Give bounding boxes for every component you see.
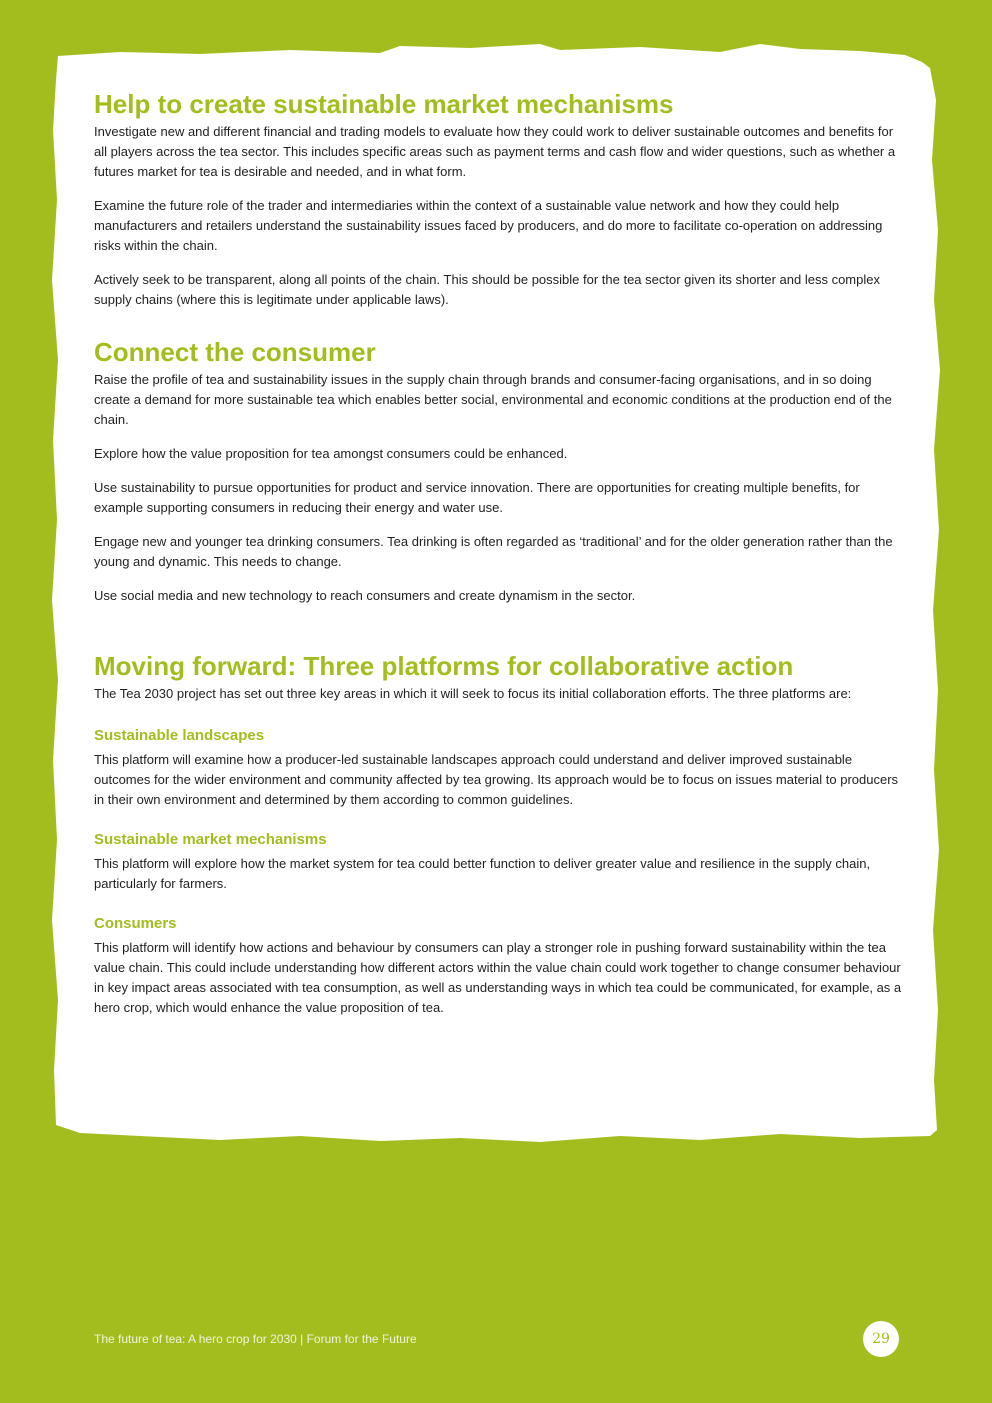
section-title-moving-forward: Moving forward: Three platforms for collaborative action xyxy=(94,651,794,681)
paragraph-intro: The Tea 2030 project has set out three key areas in which it will seek to focus its initial collaboration efforts. The three platforms are: xyxy=(94,686,852,701)
platform-text: This platform will examine how a producer-led sustainable landscapes approach could understand and deliver improved sustainable outcomes for the wider environment and community affected by tea growing. Its approach would be to focus on issues material to producers in their own environment and determined by them according to common guidelines. xyxy=(94,752,899,807)
paragraph: Actively seek to be transparent, along all points of the chain. This should be possible for the tea sector given its shorter and less complex supply chains (where this is legitimate under applicable laws). xyxy=(94,272,880,307)
paragraph: Use sustainability to pursue opportunities for product and service innovation. There are opportunities for creating multiple benefits, for example supporting consumers in reducing their energy and water use. xyxy=(94,480,860,515)
platform-text: This platform will identify how actions and behaviour by consumers can play a stronger role in pushing forward sustainability within the tea value chain. This could include understanding how different actors within the value chain could work together to change consumer behaviour in key impact areas associated with tea consumption, as well as understanding ways in which tea could be communicated, for example, as a hero crop, which would enhance the value proposition of tea. xyxy=(94,940,902,1015)
paragraph: Examine the future role of the trader and intermediaries within the context of a sustainable value network and how they could help manufacturers and retailers understand the sustainability issues faced by producers, and do more to facilitate co-operation on addressing risks within the chain. xyxy=(94,198,883,253)
paragraph: Engage new and younger tea drinking consumers. Tea drinking is often regarded as ‘traditional’ and for the older generation rather than the young and dynamic. This needs to change. xyxy=(94,534,893,569)
page-number: 29 xyxy=(863,1321,899,1357)
paragraph: Investigate new and different financial and trading models to evaluate how they could work to deliver sustainable outcomes and benefits for all players across the tea sector. This includes specific areas such as payment terms and cash flow and wider questions, such as whether a futures market for tea is desirable and needed, and in what form. xyxy=(94,124,896,179)
page-content xyxy=(94,88,902,1018)
section-title-connect-consumer: Connect the consumer xyxy=(94,337,376,367)
section-title-market-mechanisms: Help to create sustainable market mechanisms xyxy=(94,89,674,119)
platform-title-market-mechanisms: Sustainable market mechanisms xyxy=(94,831,327,848)
footer-text: The future of tea: A hero crop for 2030 | Forum for the Future xyxy=(94,1332,417,1346)
paragraph: Raise the profile of tea and sustainability issues in the supply chain through brands and consumer-facing organisations, and in so doing create a demand for more sustainable tea which enables better social, environmental and economic conditions at the production end of the chain. xyxy=(94,372,892,427)
platform-text: This platform will explore how the market system for tea could better function to deliver greater value and resilience in the supply chain, particularly for farmers. xyxy=(94,856,871,891)
paragraph: Explore how the value proposition for tea amongst consumers could be enhanced. xyxy=(94,446,568,461)
platform-title-landscapes: Sustainable landscapes xyxy=(94,727,265,744)
paragraph: Use social media and new technology to reach consumers and create dynamism in the sector. xyxy=(94,588,636,603)
platform-title-consumers: Consumers xyxy=(94,915,177,932)
